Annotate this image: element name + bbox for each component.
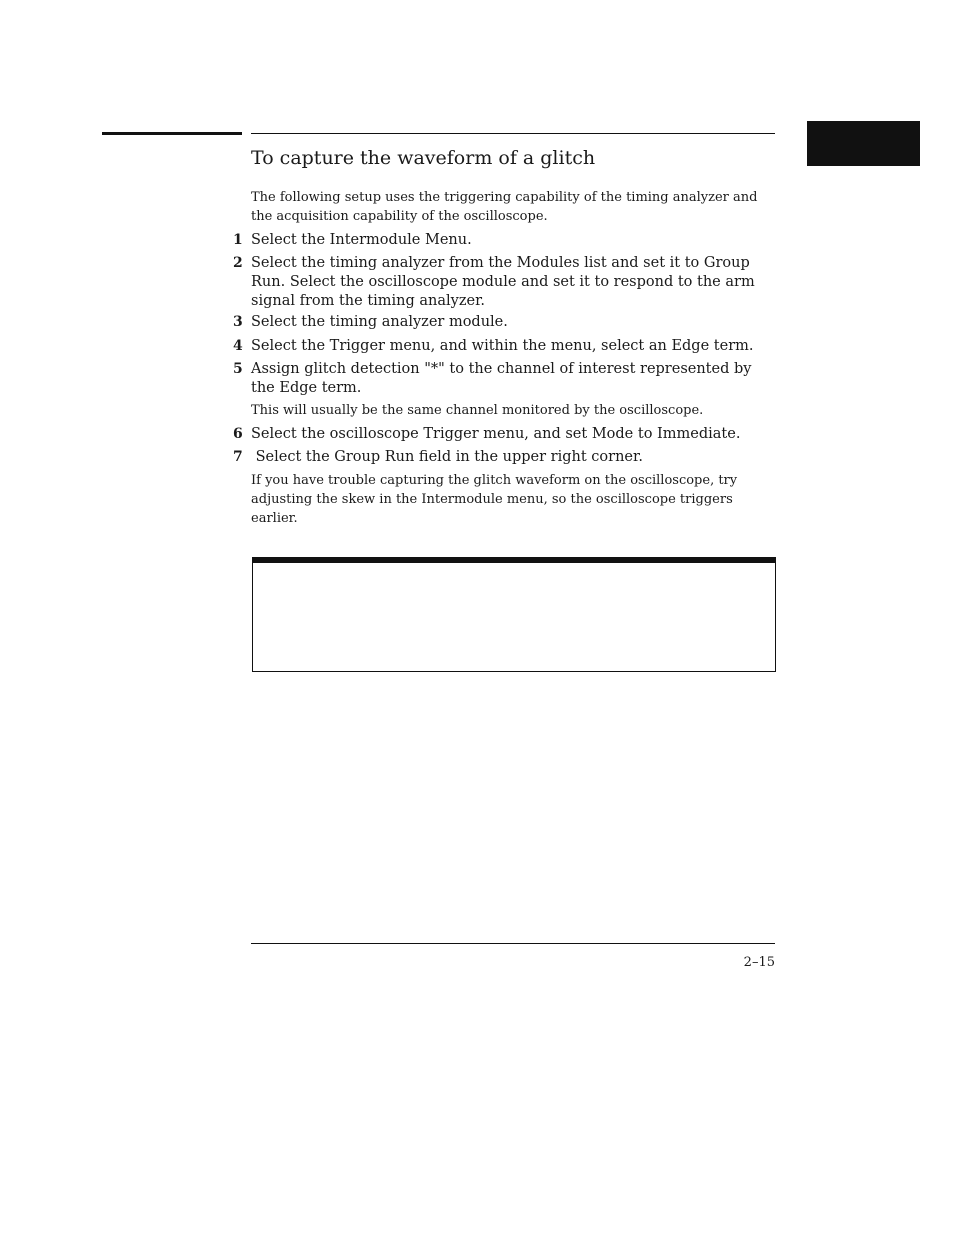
step-number: 6 (233, 426, 243, 442)
step-text: Select the timing analyzer module. (251, 314, 508, 330)
left-margin-rule (102, 132, 242, 135)
section-title: To capture the waveform of a glitch (251, 147, 596, 169)
header-rule (251, 133, 775, 134)
step-text: Select the oscilloscope Trigger menu, and set Mode to Immediate. (251, 426, 741, 442)
step-number: 4 (233, 338, 243, 354)
step-text: Select the Trigger menu, and within the menu, select an Edge term. (251, 338, 754, 354)
step-number: 5 (233, 361, 243, 377)
step-note: If you have trouble capturing the glitch waveform on the oscilloscope, try adjusting the skew in the Intermodule menu, so the oscilloscope triggers earlier. (251, 473, 738, 526)
footer-rule (251, 943, 775, 944)
intro-paragraph: The following setup uses the triggering capability of the timing analyzer and the acquisition capability of the oscilloscope. (251, 190, 758, 224)
step-number: 3 (233, 314, 243, 330)
step-number: 2 (233, 255, 243, 271)
page-number: 2–15 (743, 955, 775, 970)
step-number: 1 (233, 232, 243, 248)
step-note: This will usually be the same channel monitored by the oscilloscope. (251, 403, 704, 418)
step-text: Select the timing analyzer from the Modules list and set it to Group Run. Select the oscilloscope module and set it to respond to the arm signal from the timing analyzer. (251, 255, 755, 309)
empty-note-box (252, 557, 776, 672)
chapter-tab (807, 121, 920, 166)
step-number: 7 (233, 449, 243, 465)
step-text: Select the Intermodule Menu. (251, 232, 472, 248)
step-text: Assign glitch detection "*" to the channel of interest represented by the Edge term. (251, 361, 752, 396)
step-text: Select the Group Run field in the upper right corner. (251, 449, 643, 465)
